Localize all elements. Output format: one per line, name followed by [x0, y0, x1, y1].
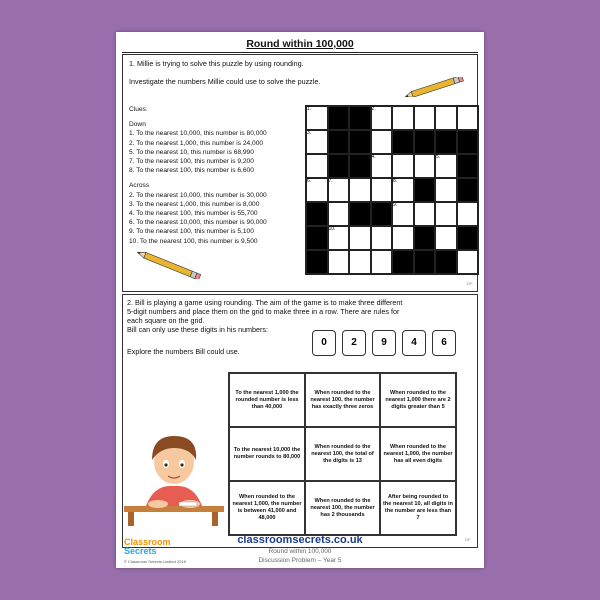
- down-clue: 7. To the nearest 100, this number is 9,200: [129, 158, 254, 166]
- crossword-cell: [457, 250, 479, 274]
- crossword-cell: [392, 154, 414, 178]
- crossword-clue-number: 3.: [307, 130, 312, 136]
- down-clue: 2. To the nearest 1,000, this number is 24,000: [129, 139, 264, 147]
- down-clue: 1. To the nearest 10,000, this number is 80,000: [129, 130, 267, 138]
- crossword-cell: [414, 178, 436, 202]
- q1-line-1: 1. Millie is trying to solve this puzzle by using rounding.: [129, 59, 304, 68]
- copyright-text: © Classroom Secrets Limited 2018: [124, 559, 186, 564]
- crossword-cell: [349, 106, 371, 130]
- down-heading: Down: [129, 121, 146, 129]
- crossword-cell: [435, 250, 457, 274]
- logo-word-classroom: Classroom: [124, 537, 171, 547]
- worksheet-page: [116, 32, 484, 568]
- q2-line-1: 2. Bill is playing a game using rounding. The aim of the game is to make three different: [127, 298, 403, 307]
- clues-list: [129, 105, 267, 246]
- crossword-clue-number: 5.: [436, 154, 441, 160]
- crossword-cell: [328, 250, 350, 274]
- crossword-cell: [371, 130, 393, 154]
- digit-card: 0: [312, 330, 336, 356]
- down-clue: 5. To the nearest 10, this number is 68,990: [129, 148, 254, 156]
- digit-card: 9: [372, 330, 396, 356]
- boy-writing-illustration: [124, 426, 228, 526]
- crossword-cell: [328, 106, 350, 130]
- crossword-cell: [435, 226, 457, 250]
- crossword-cell: [328, 130, 350, 154]
- down-clue: 8. To the nearest 100, this number is 6,600: [129, 167, 254, 175]
- q2-line-5: Explore the numbers Bill could use.: [127, 347, 240, 356]
- crossword-cell: [392, 106, 414, 130]
- crossword-cell: [306, 154, 328, 178]
- rule-square: When rounded to the nearest 1,000, the number is between 41,000 and 48,000: [229, 481, 305, 535]
- question-1-panel: [122, 54, 478, 292]
- crossword-cell: [371, 202, 393, 226]
- crossword-cell: [392, 226, 414, 250]
- across-clue: 2. To the nearest 10,000, this number is 30,000: [129, 191, 267, 199]
- across-heading: Across: [129, 182, 150, 190]
- across-clue: 10. To the nearest 100, this number is 9,500: [129, 237, 258, 245]
- crossword-cell: [414, 226, 436, 250]
- crossword-cell: [392, 130, 414, 154]
- crossword-cell: [414, 130, 436, 154]
- q2-line-4: Bill can only use these digits in his numbers:: [127, 325, 269, 334]
- crossword-clue-number: 10.: [328, 226, 336, 232]
- crossword-cell: [435, 130, 457, 154]
- digit-card: 6: [432, 330, 456, 356]
- page-title: Round within 100,000: [246, 38, 354, 50]
- crossword-clue-number: 9.: [393, 202, 398, 208]
- clues-heading: Clues:: [129, 106, 148, 113]
- rule-square: To the nearest 1,000 the rounded number is less than 40,000: [229, 373, 305, 427]
- rule-square: To the nearest 10,000 the number rounds to 80,000: [229, 427, 305, 481]
- crossword-cell: [306, 202, 328, 226]
- crossword-cell: [371, 226, 393, 250]
- crossword-cell: [306, 250, 328, 274]
- crossword-clue-number: 8.: [393, 178, 398, 184]
- rule-square: When rounded to the nearest 1,000, the number has all even digits: [380, 427, 456, 481]
- rule-square: When rounded to the nearest 100, the number has 2 thousands: [305, 481, 380, 535]
- digit-card: 4: [402, 330, 426, 356]
- crossword-cell: [306, 226, 328, 250]
- crossword-clue-number: 7.: [328, 178, 333, 184]
- footer-url: classroomsecrets.co.uk: [237, 534, 363, 546]
- crossword-cell: [457, 202, 479, 226]
- crossword-cell: [349, 226, 371, 250]
- footer-problem-type: Discussion Problem – Year 5: [258, 557, 342, 564]
- q1-line-2: Investigate the numbers Millie could use to solve the puzzle.: [129, 77, 321, 86]
- crossword-cell: [457, 178, 479, 202]
- rule-square: After being rounded to the nearest 10, all digits in the number are less than 7: [380, 481, 456, 535]
- crossword-cell: [349, 154, 371, 178]
- crossword-clue-number: 2.: [371, 106, 376, 112]
- crossword-cell: [349, 250, 371, 274]
- rule-square: When rounded to the nearest 100, the number has exactly three zeros: [305, 373, 380, 427]
- crossword-cell: [414, 250, 436, 274]
- crossword-cell: [349, 178, 371, 202]
- q2-line-3: each square on the grid.: [127, 316, 205, 325]
- crossword-cell: [414, 154, 436, 178]
- crossword-cell: [435, 178, 457, 202]
- pencil-icon: [129, 251, 209, 279]
- rules-grid: [228, 372, 457, 536]
- across-clue: 4. To the nearest 100, this number is 55,700: [129, 210, 258, 218]
- digit-card: 2: [342, 330, 366, 356]
- crossword-clue-number: 6.: [307, 178, 312, 184]
- crossword-clue-number: 4.: [371, 154, 376, 160]
- footer-subtitle: Round within 100,000: [268, 548, 332, 555]
- crossword-grid: [305, 105, 479, 275]
- crossword-cell: [457, 130, 479, 154]
- across-clue: 6. To the nearest 10,000, this number is 90,000: [129, 219, 267, 227]
- across-clue: 3. To the nearest 1,000, this number is 8,000: [129, 200, 260, 208]
- crossword-cell: [414, 202, 436, 226]
- page-code: DP: [465, 537, 471, 542]
- crossword-cell: [328, 154, 350, 178]
- rule-square: When rounded to the nearest 1,000 there are 2 digits greater than 5: [380, 373, 456, 427]
- rule-square: When rounded to the nearest 100, the total of the digits is 13: [305, 427, 380, 481]
- crossword-cell: [349, 202, 371, 226]
- pencil-icon: [403, 77, 467, 97]
- crossword-clue-number: 1.: [307, 106, 312, 112]
- title-divider: [122, 52, 478, 53]
- crossword-cell: [457, 226, 479, 250]
- crossword-cell: [457, 154, 479, 178]
- crossword-cell: [414, 106, 436, 130]
- crossword-cell: [371, 178, 393, 202]
- crossword-cell: [435, 106, 457, 130]
- crossword-cell: [371, 250, 393, 274]
- crossword-cell: [349, 130, 371, 154]
- crossword-cell: [392, 250, 414, 274]
- logo-word-secrets: Secrets: [124, 546, 157, 556]
- page-code: DP: [467, 281, 473, 286]
- q2-line-2: 5-digit numbers and place them on the grid to make three in a row. There are rules for: [127, 307, 400, 316]
- crossword-cell: [457, 106, 479, 130]
- crossword-cell: [328, 202, 350, 226]
- across-clue: 9. To the nearest 100, this number is 5,100: [129, 228, 254, 236]
- crossword-cell: [435, 202, 457, 226]
